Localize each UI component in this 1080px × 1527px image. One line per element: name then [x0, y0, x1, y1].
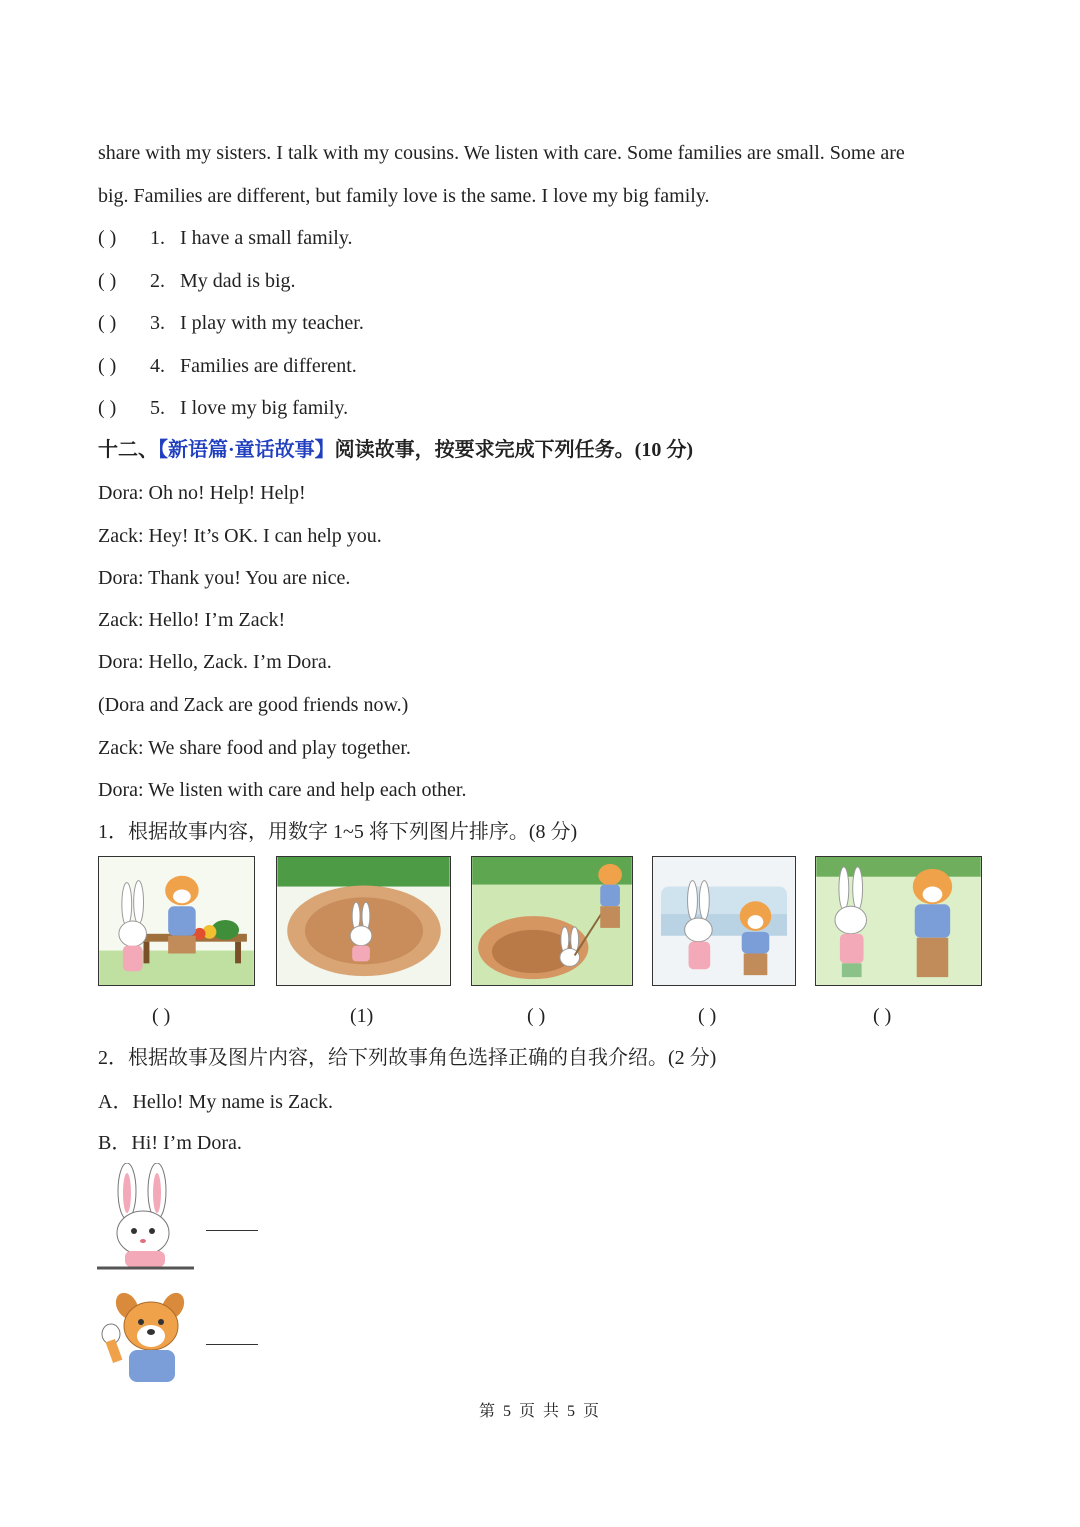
page-footer: 第 5 页 共 5 页 [478, 1403, 601, 1420]
option-b: B．Hi! I’m Dora. [98, 1132, 242, 1154]
story-picture-bench [98, 856, 255, 986]
story-line: Dora: Hello, Zack. I’m Dora. [98, 651, 332, 673]
section-tag: 【新语篇·童话故事】 [158, 439, 335, 461]
judgment-item-3 [98, 311, 364, 335]
section-number: 十二、 [98, 439, 158, 461]
rabbit-character-image [97, 1163, 194, 1271]
story-line: (Dora and Zack are good friends now.) [98, 694, 409, 716]
answer-parens[interactable]: ( ) [98, 227, 117, 249]
story-picture-park [815, 856, 982, 986]
picture-answer-1[interactable]: ( ) [152, 1005, 171, 1027]
option-a: A．Hello! My name is Zack. [98, 1091, 333, 1113]
judgment-item-5 [98, 396, 348, 420]
judgment-item-4 [98, 354, 357, 378]
story-line: Dora: We listen with care and help each other. [98, 779, 467, 801]
answer-blank-dog[interactable] [206, 1344, 258, 1345]
answer-parens[interactable]: ( ) [98, 312, 117, 334]
question-number: 1. [150, 227, 165, 249]
question-number: 2. [150, 270, 165, 292]
picture-answer-5[interactable]: ( ) [873, 1005, 892, 1027]
judgment-item-2 [98, 269, 296, 293]
story-picture-room [652, 856, 796, 986]
picture-answer-4[interactable]: ( ) [698, 1005, 717, 1027]
question-text: My dad is big. [180, 270, 296, 292]
passage-line-1: share with my sisters. I talk with my cousins. We listen with care. Some families are small. Some are [98, 142, 905, 164]
story-line: Dora: Oh no! Help! Help! [98, 482, 306, 504]
story-line: Zack: Hey! It’s OK. I can help you. [98, 525, 382, 547]
answer-parens[interactable]: ( ) [98, 355, 117, 377]
question-text: I play with my teacher. [180, 312, 364, 334]
picture-answer-2: (1) [350, 1005, 374, 1027]
picture-answer-3[interactable]: ( ) [527, 1005, 546, 1027]
question-number: 5. [150, 397, 165, 419]
story-picture-hole [276, 856, 451, 986]
story-line: Zack: We share food and play together. [98, 737, 411, 759]
passage-line-2: big. Families are different, but family love is the same. I love my big family. [98, 185, 710, 207]
story-line: Zack: Hello! I’m Zack! [98, 609, 286, 631]
task2-instruction: 2．根据故事及图片内容，给下列故事角色选择正确的自我介绍。(2 分) [98, 1047, 717, 1069]
judgment-item-1 [98, 226, 353, 250]
dog-character-image [97, 1286, 194, 1382]
question-number: 3. [150, 312, 165, 334]
section-title: 阅读故事，按要求完成下列任务。(10 分) [334, 439, 693, 461]
story-line: Dora: Thank you! You are nice. [98, 567, 351, 589]
section-heading [98, 438, 693, 462]
question-text: I have a small family. [180, 227, 353, 249]
answer-parens[interactable]: ( ) [98, 397, 117, 419]
question-text: Families are different. [180, 355, 357, 377]
question-text: I love my big family. [180, 397, 349, 419]
question-number: 4. [150, 355, 165, 377]
answer-parens[interactable]: ( ) [98, 270, 117, 292]
story-picture-rope [471, 856, 633, 986]
task1-instruction: 1．根据故事内容，用数字 1~5 将下列图片排序。(8 分) [98, 821, 578, 843]
answer-blank-rabbit[interactable] [206, 1230, 258, 1231]
